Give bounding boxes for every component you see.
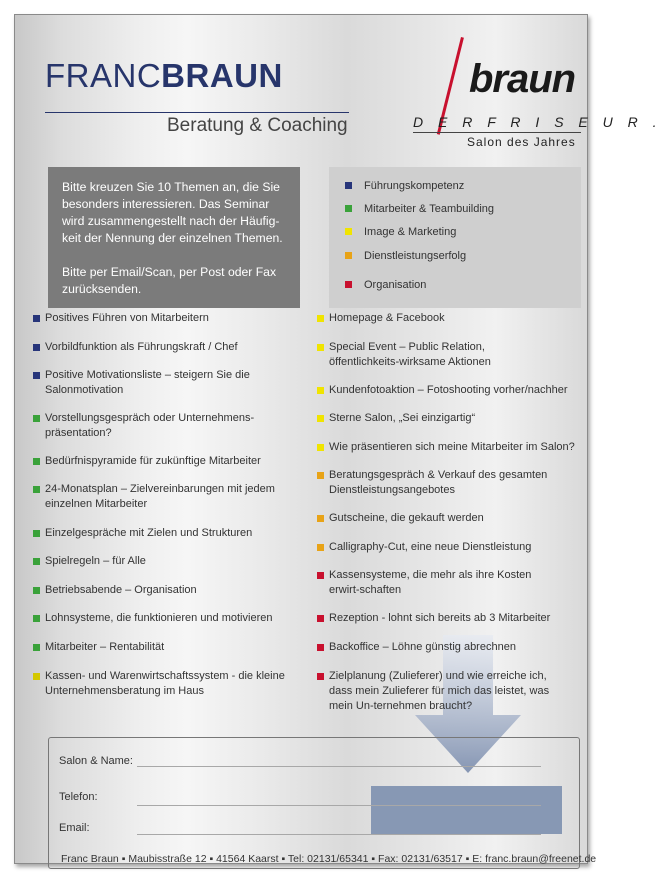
- logo-braun: BRAUN: [161, 57, 283, 94]
- salon-name-label: Salon & Name:: [59, 755, 133, 767]
- telefon-line: [137, 805, 541, 806]
- topic-item[interactable]: [33, 411, 268, 441]
- topic-item[interactable]: [317, 468, 549, 498]
- legend-item: [345, 250, 466, 262]
- topic-item[interactable]: [317, 511, 581, 526]
- topic-label: Gutscheine, die gekauft werden: [329, 512, 484, 524]
- legend-square: [345, 228, 352, 235]
- legend-label: Dienstleistungserfolg: [364, 250, 467, 262]
- topic-item[interactable]: [33, 368, 263, 398]
- topic-item[interactable]: [33, 311, 293, 326]
- email-label: Email:: [59, 822, 90, 834]
- topic-item[interactable]: [33, 454, 303, 469]
- salon-name-input[interactable]: [139, 753, 539, 767]
- topic-checkbox[interactable]: [317, 644, 324, 651]
- topic-checkbox[interactable]: [33, 458, 40, 465]
- braun-salon-logo: braun: [469, 57, 576, 101]
- topic-item[interactable]: [317, 411, 581, 426]
- legend-label: Image & Marketing: [364, 226, 457, 238]
- topic-checkbox[interactable]: [317, 673, 324, 680]
- topic-checkbox[interactable]: [33, 615, 40, 622]
- legend-square: [345, 252, 352, 259]
- topic-item[interactable]: [317, 568, 557, 598]
- logo-subtitle: Beratung & Coaching: [167, 115, 348, 136]
- topic-label: Zielplanung (Zulieferer) und wie erreiche ich, dass mein Zulieferer für mich das leistet, was mein Un-ternehmen braucht?: [329, 670, 550, 712]
- topic-checkbox[interactable]: [33, 644, 40, 651]
- topic-label: Einzelgespräche mit Zielen und Strukturen: [45, 527, 253, 539]
- topic-item[interactable]: [317, 640, 581, 655]
- contact-form: [48, 737, 597, 869]
- topic-checkbox[interactable]: [317, 472, 324, 479]
- intro-paragraph-2: Bitte per Email/Scan, per Post oder Fax zurücksenden.: [62, 265, 277, 296]
- topic-item[interactable]: [33, 640, 303, 655]
- topic-checkbox[interactable]: [33, 344, 40, 351]
- topic-label: Homepage & Facebook: [329, 312, 445, 324]
- legend-item: [345, 226, 456, 238]
- topic-item[interactable]: [33, 554, 303, 569]
- topic-label: Spielregeln – für Alle: [45, 555, 146, 567]
- topic-label: Betriebsabende – Organisation: [45, 584, 197, 596]
- legend-square: [345, 182, 352, 189]
- topic-item[interactable]: [33, 583, 303, 598]
- der-friseur-text: D E R F R I S E U R .: [413, 114, 662, 130]
- topic-item[interactable]: [317, 311, 579, 326]
- category-legend: [329, 167, 581, 308]
- topic-item[interactable]: [33, 669, 295, 699]
- intro-box: [48, 167, 300, 308]
- topic-checkbox[interactable]: [317, 387, 324, 394]
- topic-label: 24-Monatsplan – Zielvereinbarungen mit jedem einzelnen Mitarbeiter: [45, 483, 275, 510]
- legend-item: [345, 279, 426, 291]
- topic-item[interactable]: [33, 482, 298, 512]
- topic-checkbox[interactable]: [33, 587, 40, 594]
- topic-checkbox[interactable]: [317, 315, 324, 322]
- email-input[interactable]: [139, 820, 539, 834]
- topic-checkbox[interactable]: [33, 415, 40, 422]
- flyer-sheet: [14, 14, 662, 865]
- topic-checkbox[interactable]: [317, 572, 324, 579]
- topic-item[interactable]: [33, 340, 293, 355]
- topic-checkbox[interactable]: [33, 673, 40, 680]
- topic-label: Special Event – Public Relation, öffentlichkeits-wirksame Aktionen: [329, 341, 491, 368]
- francbraun-logo: [45, 59, 283, 92]
- topic-item[interactable]: [317, 340, 557, 370]
- logo-franc: FRANC: [45, 57, 162, 94]
- topic-label: Wie präsentieren sich meine Mitarbeiter im Salon?: [329, 441, 575, 453]
- topic-checkbox[interactable]: [317, 615, 324, 622]
- topic-label: Kassensysteme, die mehr als ihre Kosten erwirt-schaften: [329, 569, 532, 596]
- topic-checkbox[interactable]: [317, 415, 324, 422]
- telefon-label: Telefon:: [59, 791, 98, 803]
- legend-item: [345, 203, 494, 215]
- topic-label: Sterne Salon, „Sei einzigartig“: [329, 412, 476, 424]
- topic-item[interactable]: [317, 383, 581, 398]
- topic-label: Positives Führen von Mitarbeitern: [45, 312, 209, 324]
- legend-square: [345, 205, 352, 212]
- topic-label: Beratungsgespräch & Verkauf des gesamten Dienstleistungsangebotes: [329, 469, 548, 496]
- topic-item[interactable]: [317, 611, 581, 626]
- legend-square: [345, 281, 352, 288]
- intro-paragraph-1: Bitte kreuzen Sie 10 Themen an, die Sie besonders interessieren. Das Seminar wird zusammengestellt nach der Häufig-keit der Nennung der einzelnen Themen.: [62, 180, 283, 245]
- legend-label: Organisation: [364, 279, 427, 291]
- topic-label: Vorstellungsgespräch oder Unternehmens-präsentation?: [45, 412, 255, 439]
- topic-checkbox[interactable]: [317, 344, 324, 351]
- topic-checkbox[interactable]: [33, 530, 40, 537]
- topic-checkbox[interactable]: [317, 544, 324, 551]
- topic-label: Lohnsysteme, die funktionieren und motivieren: [45, 612, 273, 624]
- topic-label: Bedürfnispyramide für zukünftige Mitarbeiter: [45, 455, 261, 467]
- topic-label: Mitarbeiter – Rentabilität: [45, 641, 165, 653]
- legend-item: [345, 180, 464, 192]
- topic-checkbox[interactable]: [317, 444, 324, 451]
- salon-name-line: [137, 766, 541, 767]
- legend-label: Führungskompetenz: [364, 180, 465, 192]
- topic-item[interactable]: [317, 440, 583, 455]
- topic-label: Vorbildfunktion als Führungskraft / Chef: [45, 341, 238, 353]
- topic-checkbox[interactable]: [33, 486, 40, 493]
- braun-logo-divider: [413, 132, 581, 133]
- contact-footer: Franc Braun ▪ Maubisstraße 12 ▪ 41564 Kaarst ▪ Tel: 02131/65341 ▪ Fax: 02131/63517 ▪ E: franc.braun@freenet.de: [61, 853, 597, 865]
- legend-label: Mitarbeiter & Teambuilding: [364, 203, 495, 215]
- topic-item[interactable]: [33, 526, 303, 541]
- logo-divider: [45, 112, 349, 113]
- topic-item[interactable]: [317, 669, 569, 714]
- topic-label: Rezeption - lohnt sich bereits ab 3 Mitarbeiter: [329, 612, 551, 624]
- topic-checkbox[interactable]: [317, 515, 324, 522]
- topic-checkbox[interactable]: [33, 315, 40, 322]
- topic-label: Kassen- und Warenwirtschaftssystem - die kleine Unternehmensberatung im Haus: [45, 670, 285, 697]
- topic-item[interactable]: [317, 540, 581, 555]
- topic-label: Backoffice – Löhne günstig abrechnen: [329, 641, 516, 653]
- topic-checkbox[interactable]: [33, 558, 40, 565]
- topic-label: Kundenfotoaktion – Fotoshooting vorher/nachher: [329, 384, 568, 396]
- topic-checkbox[interactable]: [33, 372, 40, 379]
- salon-des-jahres-text: Salon des Jahres: [467, 135, 576, 149]
- email-line: [137, 834, 541, 835]
- telefon-input[interactable]: [139, 789, 539, 803]
- topic-label: Calligraphy-Cut, eine neue Dienstleistung: [329, 541, 532, 553]
- topic-label: Positive Motivationsliste – steigern Sie die Salonmotivation: [45, 369, 250, 396]
- topic-item[interactable]: [33, 611, 303, 626]
